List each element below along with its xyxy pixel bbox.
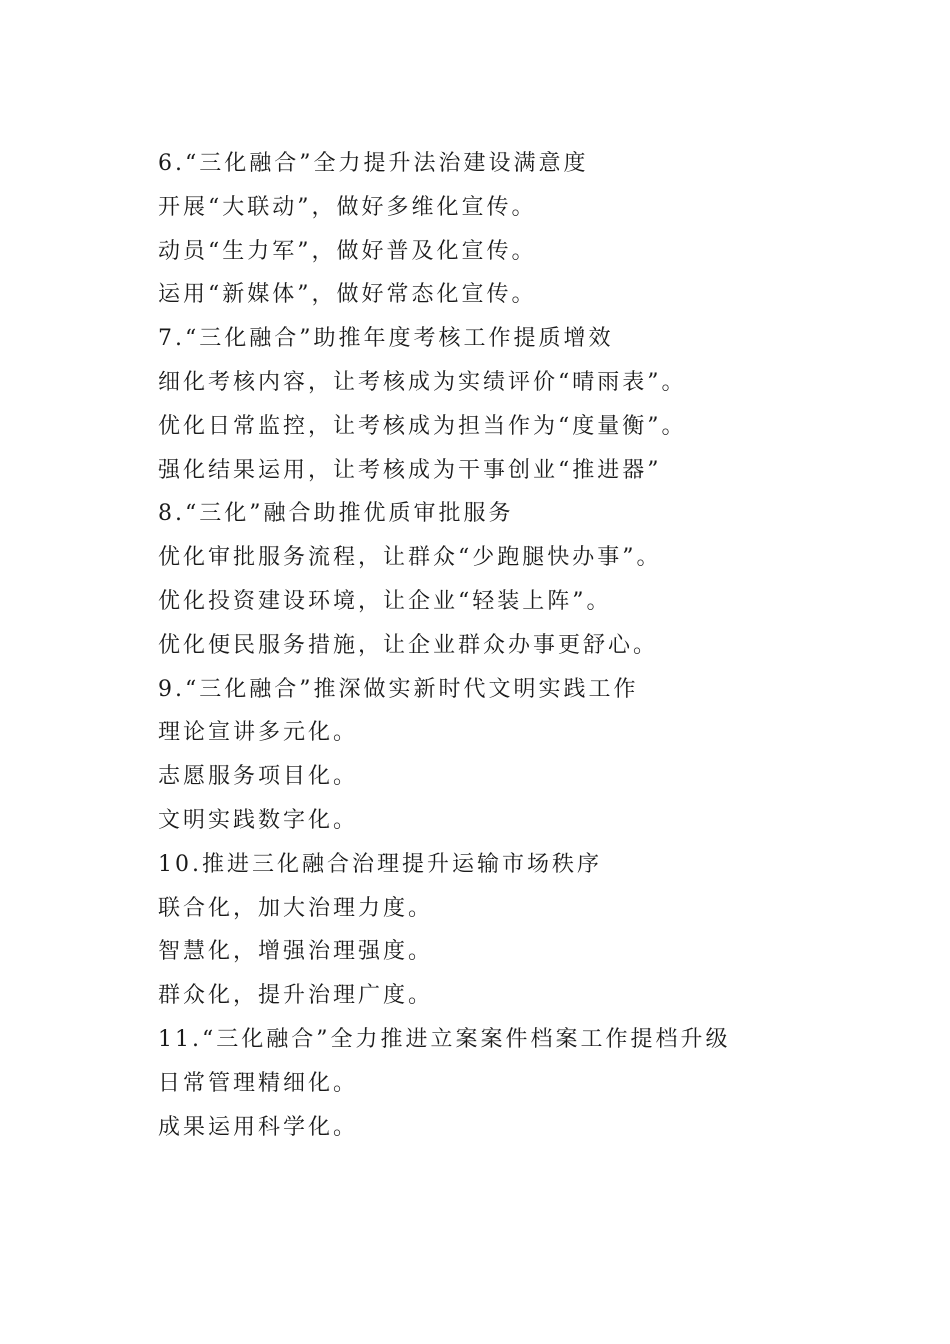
paragraph-line: 成果运用科学化。 — [158, 1114, 359, 1140]
paragraph-line: 日常管理精细化。 — [158, 1070, 359, 1096]
section-heading-6: 6.“三化融合”全力提升法治建设满意度 — [158, 151, 589, 176]
document-body — [158, 142, 918, 1149]
paragraph-line: 群众化，提升治理广度。 — [158, 983, 434, 1009]
paragraph-line: 联合化，加大治理力度。 — [158, 895, 434, 921]
paragraph-line: 智慧化，增强治理强度。 — [158, 939, 434, 965]
paragraph-line: 优化审批服务流程，让群众“少跑腿快办事”。 — [158, 545, 662, 571]
section-heading-9: 9.“三化融合”推深做实新时代文明实践工作 — [158, 676, 639, 702]
paragraph-line: 强化结果运用，让考核成为干事创业“推进器” — [158, 457, 662, 483]
paragraph-line: 运用“新媒体”，做好常态化宣传。 — [158, 282, 537, 308]
paragraph-line: 理论宣讲多元化。 — [158, 720, 359, 746]
section-heading-7: 7.“三化融合”助推年度考核工作提质增效 — [158, 326, 614, 352]
paragraph-line: 文明实践数字化。 — [158, 807, 359, 833]
paragraph-line: 开展“大联动”，做好多维化宣传。 — [158, 194, 537, 220]
section-heading-8: 8.“三化”融合助推优质审批服务 — [158, 501, 514, 527]
paragraph-line: 细化考核内容，让考核成为实绩评价“晴雨表”。 — [158, 369, 687, 395]
paragraph-line: 优化便民服务措施，让企业群众办事更舒心。 — [158, 632, 659, 658]
paragraph-line: 优化日常监控，让考核成为担当作为“度量衡”。 — [158, 413, 687, 439]
section-heading-11: 11.“三化融合”全力推进立案案件档案工作提档升级 — [158, 1026, 731, 1052]
paragraph-line: 优化投资建设环境，让企业“轻装上阵”。 — [158, 588, 612, 614]
section-heading-10: 10.推进三化融合治理提升运输市场秩序 — [158, 851, 602, 877]
paragraph-line: 动员“生力军”，做好普及化宣传。 — [158, 238, 537, 264]
paragraph-line: 志愿服务项目化。 — [158, 764, 359, 790]
